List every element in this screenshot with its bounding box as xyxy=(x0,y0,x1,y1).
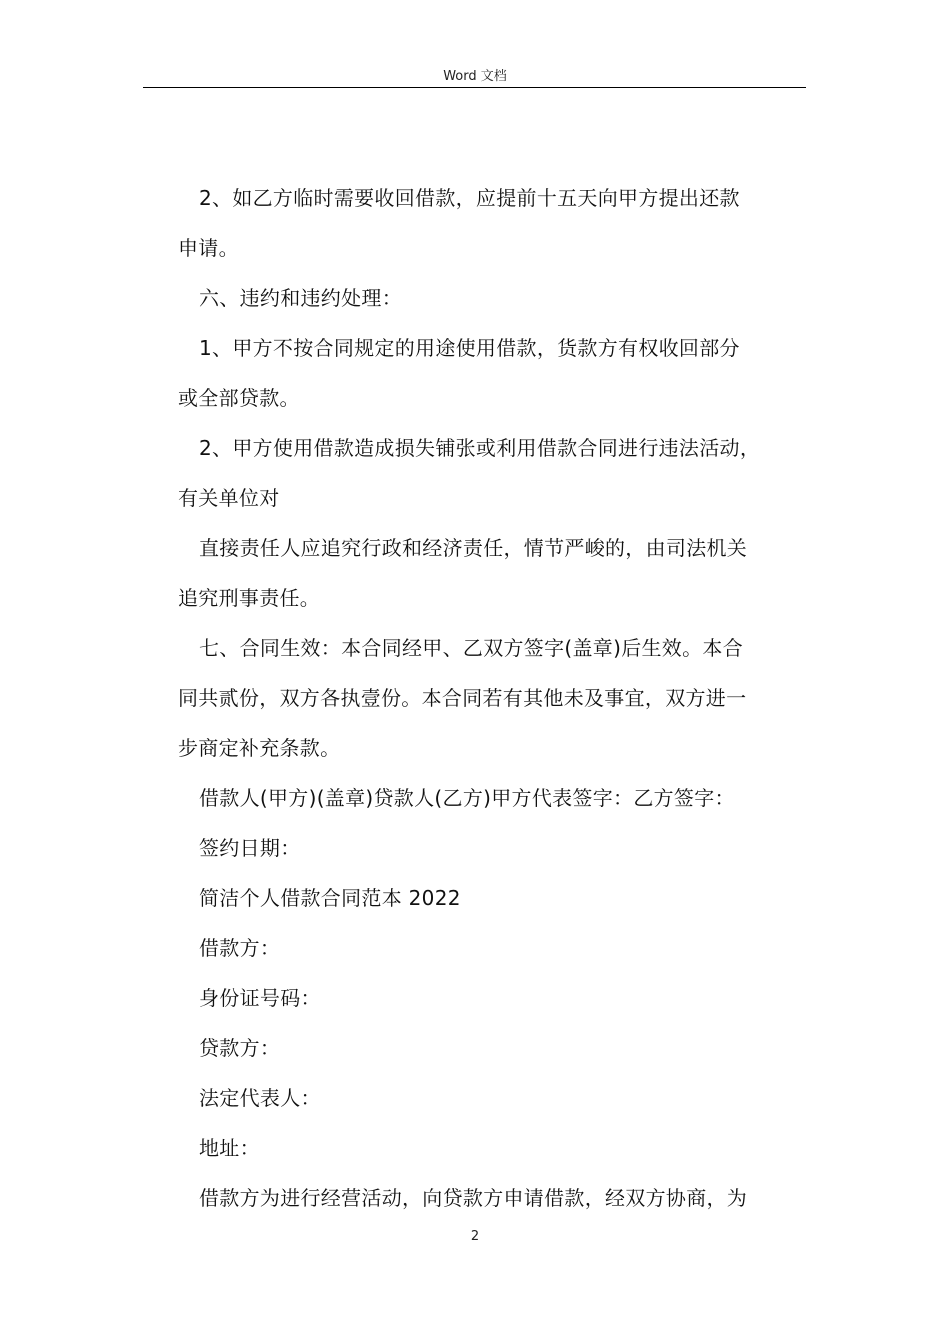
text-line: 有关单位对 xyxy=(178,486,280,510)
text-line: 同共贰份，双方各执壹份。本合同若有其他未及事宜，双方进一 xyxy=(178,686,747,710)
text-line: 六、违约和违约处理： xyxy=(199,286,402,310)
text-line: 2、甲方使用借款造成损失铺张或利用借款合同进行违法活动， xyxy=(199,436,761,460)
text-line: 或全部贷款。 xyxy=(178,386,300,410)
text-line: 借款人(甲方)(盖章)贷款人(乙方)甲方代表签字：乙方签字： xyxy=(199,786,735,810)
text-line: 借款方为进行经营活动，向贷款方申请借款，经双方协商，为 xyxy=(199,1186,748,1210)
text-line: 法定代表人： xyxy=(199,1086,321,1110)
page-number: 2 xyxy=(470,1229,480,1244)
text-line: 贷款方： xyxy=(199,1036,281,1060)
text-line: 1、甲方不按合同规定的用途使用借款，货款方有权收回部分 xyxy=(199,336,740,360)
document-body xyxy=(178,173,808,1223)
text-line: 申请。 xyxy=(178,236,239,260)
page-header-title: Word 文档 xyxy=(443,69,507,84)
text-line: 追究刑事责任。 xyxy=(178,586,321,610)
header-divider xyxy=(143,87,806,88)
text-line: 简洁个人借款合同范本 2022 xyxy=(199,886,461,910)
text-line: 2、如乙方临时需要收回借款，应提前十五天向甲方提出还款 xyxy=(199,186,740,210)
text-line: 直接责任人应追究行政和经济责任，情节严峻的，由司法机关 xyxy=(199,536,748,560)
text-line: 签约日期： xyxy=(199,836,301,860)
text-line: 步商定补充条款。 xyxy=(178,736,341,760)
text-line: 地址： xyxy=(199,1136,260,1160)
text-line: 七、合同生效：本合同经甲、乙双方签字(盖章)后生效。本合 xyxy=(199,636,744,660)
text-line: 身份证号码： xyxy=(199,986,321,1010)
text-line: 借款方： xyxy=(199,936,281,960)
